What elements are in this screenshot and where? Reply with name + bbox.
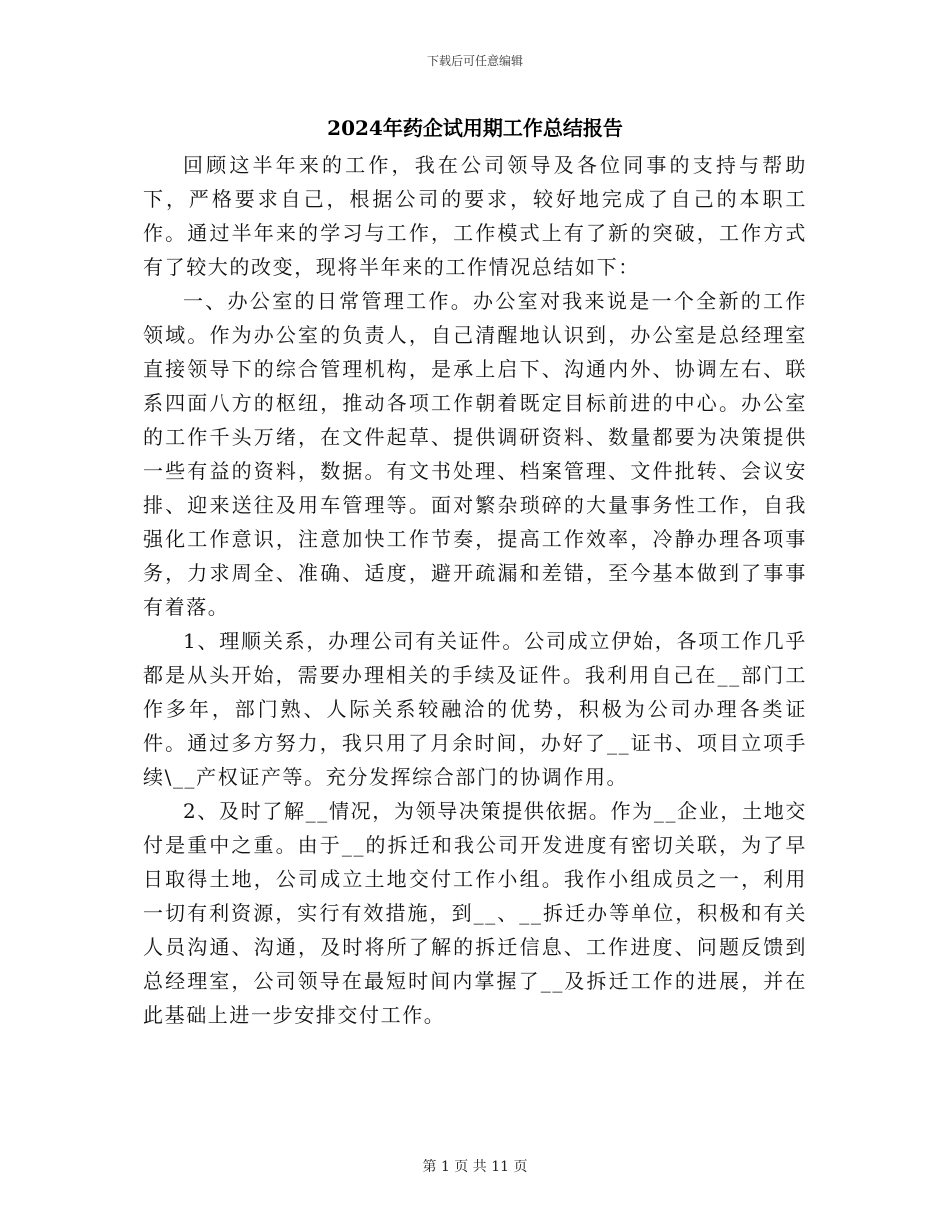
document-title: 2024年药企试用期工作总结报告 bbox=[327, 116, 623, 140]
paragraph-certificates: 1、理顺关系，办理公司有关证件。公司成立伊始，各项工作几乎都是从头开始，需要办理相关的手续及证件。我利用自己在__部门工作多年，部门熟、人际关系较融洽的优势，积极为公司办理各类证件。通过多方努力，我只用了月余时间，办好了__证书、项目立项手续\__产权证产等。充分发挥综合部门的协调作用。 bbox=[143, 629, 807, 789]
page-number-footer: 第 1 页 共 11 页 bbox=[422, 1159, 528, 1175]
paragraph-land-handover: 2、及时了解__情况，为领导决策提供依据。作为__企业，土地交付是重中之重。由于__的拆迁和我公司开发进度有密切关联，为了早日取得土地，公司成立土地交付工作小组。我作小组成员之一，利用一切有利资源，实行有效措施，到__、__拆迁办等单位，积极和有关人员沟通、沟通，及时将所了解的拆迁信息、工作进度、问题反馈到总经理室，公司领导在最短时间内掌握了__及拆迁工作的进展，并在此基础上进一步安排交付工作。 bbox=[143, 799, 807, 1027]
header-note: 下载后可任意编辑 bbox=[426, 54, 523, 68]
paragraph-office-management: 一、办公室的日常管理工作。办公室对我来说是一个全新的工作领域。作为办公室的负责人，自己清醒地认识到，办公室是总经理室直接领导下的综合管理机构，是承上启下、沟通内外、协调左右、联系四面八方的枢纽，推动各项工作朝着既定目标前进的中心。办公室的工作千头万绪，在文件起草、提供调研资料、数量都要为决策提供一些有益的资料，数据。有文书处理、档案管理、文件批转、会议安排、迎来送往及用车管理等。面对繁杂琐碎的大量事务性工作，自我强化工作意识，注意加快工作节奏，提高工作效率，冷静办理各项事务，力求周全、准确、适度，避开疏漏和差错，至今基本做到了事事有着落。 bbox=[143, 289, 807, 619]
document-body bbox=[143, 148, 807, 1032]
paragraph-intro: 回顾这半年来的工作，我在公司领导及各位同事的支持与帮助下，严格要求自己，根据公司的要求，较好地完成了自己的本职工作。通过半年来的学习与工作，工作模式上有了新的突破，工作方式有了较大的改变，现将半年来的工作情况总结如下： bbox=[143, 153, 807, 279]
